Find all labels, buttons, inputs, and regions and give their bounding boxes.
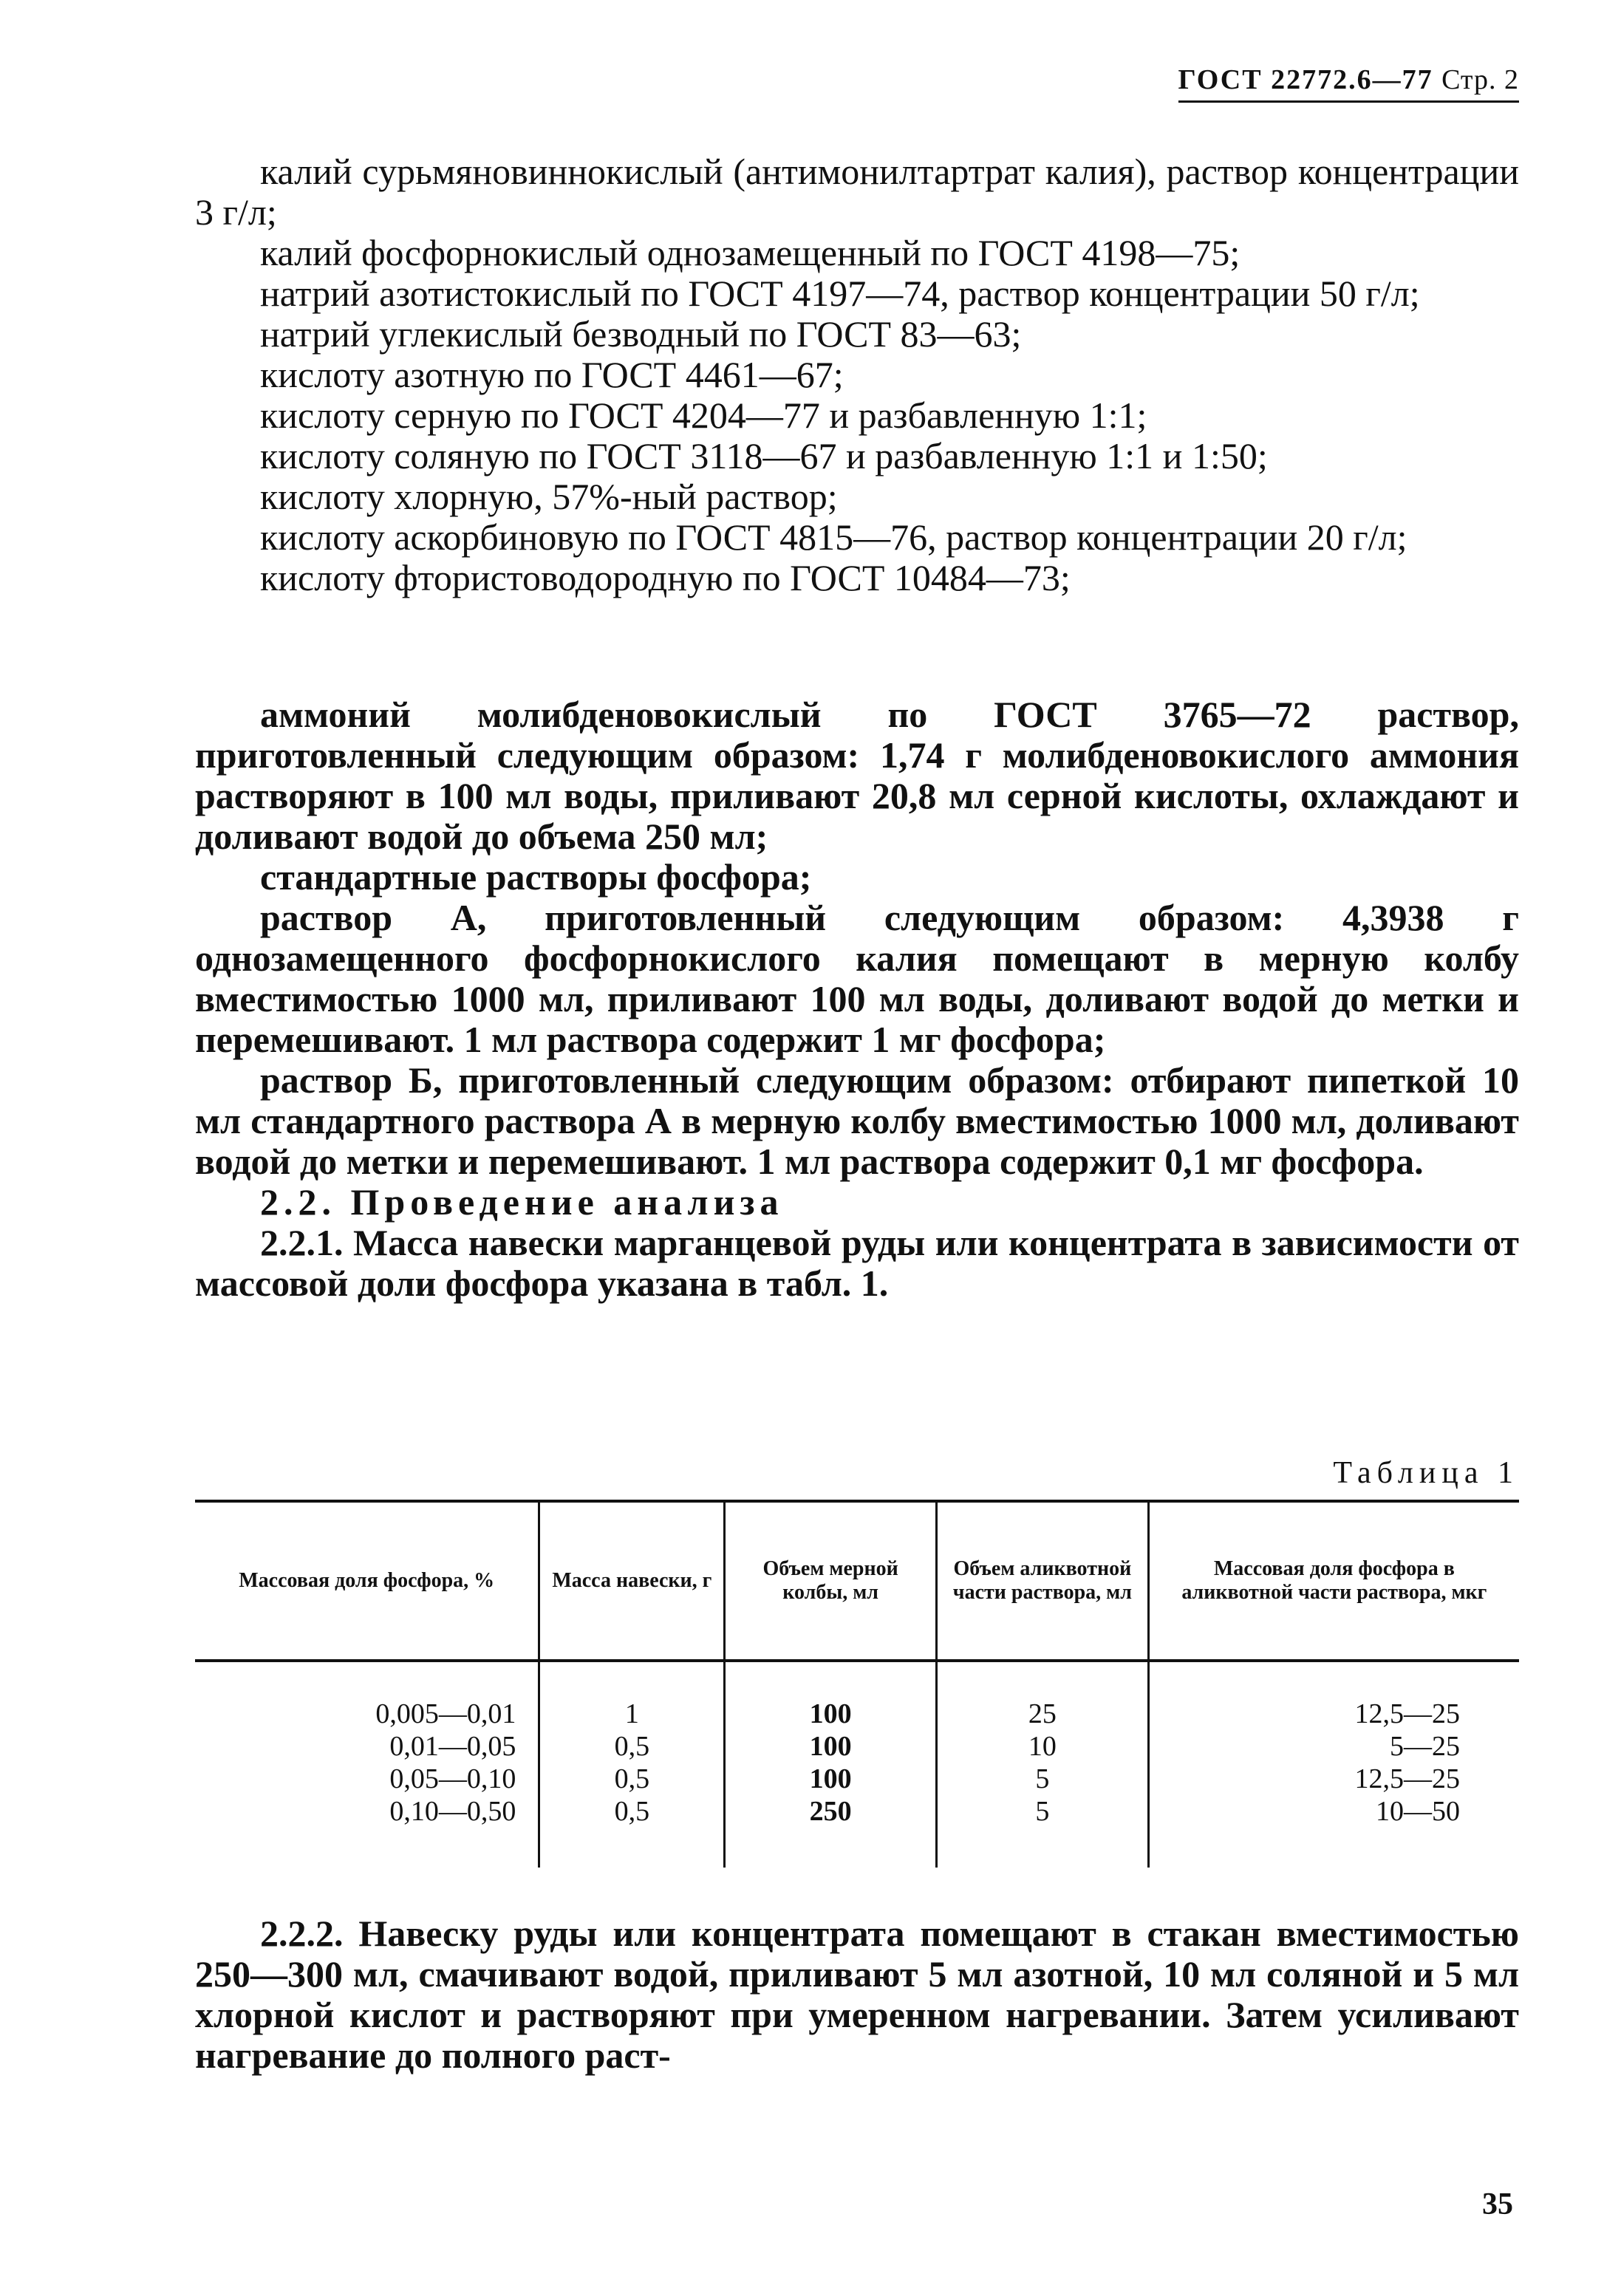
- reagent-item: раствор А, приготовленный следующим образом: 4,3938 г однозамещенного фосфорнокислого калия помещают в мерную колбу вместимостью 1000 мл, приливают 100 мл воды, доливают водой до метки и перемешивают. 1 мл раствора содержит 1 мг фосфора;: [195, 897, 1519, 1060]
- reagent-list-top: [195, 151, 1519, 598]
- table-cell: 1: [539, 1661, 725, 1730]
- table-cell: 5—25: [1390, 1731, 1460, 1762]
- table-cell: 0,5: [539, 1763, 725, 1795]
- table-cell: 0,05—0,10: [195, 1763, 539, 1795]
- table-cell: 0,01—0,05: [195, 1730, 539, 1763]
- paragraph-2-2-1: 2.2.1. Масса навески марганцевой руды или концентрата в зависимости от массовой доли фосфора указана в табл. 1.: [195, 1222, 1519, 1304]
- table-cell: 10: [937, 1730, 1149, 1763]
- reagent-item: кислоту серную по ГОСТ 4204—77 и разбавленную 1:1;: [260, 394, 1147, 436]
- reagent-item: кислоту фтористоводородную по ГОСТ 10484—73;: [260, 557, 1071, 598]
- table-cell: 0,5: [539, 1730, 725, 1763]
- table-cell: 25: [937, 1661, 1149, 1730]
- table-header-cell: Объем аликвотной части раствора, мл: [937, 1501, 1149, 1661]
- reagent-item: кислоту аскорбиновую по ГОСТ 4815—76, раствор концентрации 20 г/л;: [260, 516, 1407, 558]
- table-cell: 12,5—25: [1354, 1763, 1460, 1794]
- page-label: Стр. 2: [1441, 64, 1519, 95]
- page-header: [1178, 64, 1519, 103]
- reagent-list-bottom: [195, 694, 1519, 1304]
- reagent-item: натрий азотистокислый по ГОСТ 4197—74, раствор концентрации 50 г/л;: [260, 273, 1420, 314]
- table-caption: Таблица 1: [1333, 1456, 1519, 1490]
- table-row: [195, 1795, 1519, 1868]
- paragraph-2-2-2-block: [195, 1913, 1519, 2076]
- reagent-item: кислоту азотную по ГОСТ 4461—67;: [260, 354, 844, 395]
- page-number: 35: [1482, 2187, 1513, 2221]
- reagent-item: калий сурьмяновиннокислый (антимонилтартрат калия), раствор концентрации 3 г/л;: [195, 151, 1519, 233]
- standard-number: ГОСТ 22772.6—77: [1178, 64, 1433, 95]
- reagent-item: стандартные растворы фосфора;: [260, 856, 812, 898]
- table-header-row: [195, 1501, 1519, 1661]
- table-cell: 100: [725, 1661, 937, 1730]
- table-cell: 0,005—0,01: [195, 1661, 539, 1730]
- table-cell: 100: [725, 1730, 937, 1763]
- reagent-item: аммоний молибденовокислый по ГОСТ 3765—72 раствор, приготовленный следующим образом: 1,74 г молибденовокислого аммония растворяют в 100 мл воды, приливают 20,8 мл серной кислоты, охлаждают и доливают водой до объема 250 мл;: [195, 694, 1519, 857]
- table-cell: 0,5: [539, 1795, 725, 1868]
- table-row: [195, 1730, 1519, 1763]
- reagent-item: кислоту хлорную, 57%-ный раствор;: [260, 476, 838, 517]
- table-header-cell: Масса навески, г: [539, 1501, 725, 1661]
- reagent-item: натрий углекислый безводный по ГОСТ 83—63;: [260, 313, 1022, 355]
- table-row: [195, 1661, 1519, 1730]
- phosphorus-table: [195, 1500, 1519, 1868]
- table-header-cell: Объем мерной колбы, мл: [725, 1501, 937, 1661]
- table-cell: 0,10—0,50: [195, 1795, 539, 1868]
- table-cell: 5: [937, 1795, 1149, 1868]
- reagent-item: раствор Б, приготовленный следующим образом: отбирают пипеткой 10 мл стандартного раствора А в мерную колбу вместимостью 1000 мл, доливают водой до метки и перемешивают. 1 мл раствора содержит 0,1 мг фосфора.: [195, 1059, 1519, 1182]
- table-cell: 250: [725, 1795, 937, 1868]
- reagent-item: кислоту соляную по ГОСТ 3118—67 и разбавленную 1:1 и 1:50;: [260, 435, 1268, 476]
- table-header-cell: Массовая доля фосфора, %: [195, 1501, 539, 1661]
- section-title: 2.2. Проведение анализа: [260, 1181, 784, 1223]
- paragraph-2-2-2: 2.2.2. Навеску руды или концентрата помещают в стакан вместимостью 250—300 мл, смачивают водой, приливают 5 мл азотной, 10 мл соляной и 5 мл хлорной кислот и растворяют при умеренном нагревании. Затем усиливают нагревание до полного раст-: [195, 1913, 1519, 2076]
- table-cell: 10—50: [1376, 1796, 1460, 1827]
- table-cell: 5: [937, 1763, 1149, 1795]
- table-cell: 100: [725, 1763, 937, 1795]
- table-row: [195, 1763, 1519, 1795]
- reagent-item: калий фосфорнокислый однозамещенный по ГОСТ 4198—75;: [260, 232, 1241, 273]
- table-header-cell: Массовая доля фосфора в аликвотной части раствора, мкг: [1181, 1557, 1487, 1604]
- table-cell: 12,5—25: [1354, 1698, 1460, 1729]
